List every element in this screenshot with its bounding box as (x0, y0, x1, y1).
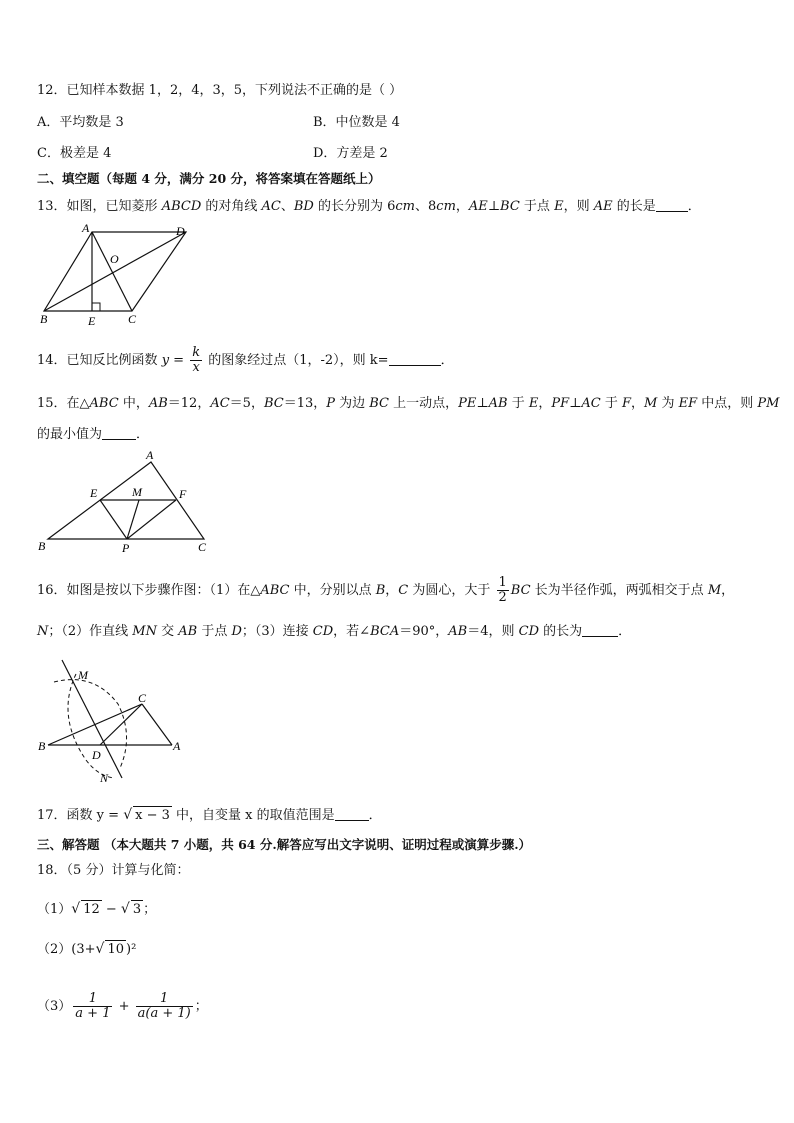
q16-label-d: D (92, 748, 101, 762)
q16-label-b: B (38, 739, 46, 753)
q15-label-p: P (122, 541, 130, 555)
q13-answer-blank[interactable] (656, 199, 688, 212)
q15-label-c: C (198, 540, 207, 554)
q17-stem: 17．函数 y = √ x − 3 中，自变量 x 的取值范围是 ． (37, 807, 382, 823)
q13-label-c: C (128, 312, 137, 326)
q13-rhombus-diagram (36, 222, 196, 328)
q15-stem-line1: 15．在△ABC 中，AB＝12，AC＝5，BC＝13，P 为边 BC 上一动点，PE⊥AB 于 E，PF⊥AC 于 F，M 为 EF 中点，则 PM (37, 396, 780, 411)
q15-label-b: B (38, 539, 46, 553)
section3-heading: 三、解答题 （本大题共 7 小题，共 64 分.解答应写出文字说明、证明过程或演算步骤.） (37, 837, 532, 852)
section2-heading: 二、填空题（每题 4 分，满分 20 分，将答案填在答题纸上） (37, 171, 381, 186)
q13-label-e: E (88, 314, 96, 328)
q13-stem: 13．如图，已知菱形 ABCD 的对角线 AC、BD 的长分别为 6cm、8cm，AE⊥BC 于点 E，则 AE 的长是 ． (37, 199, 701, 214)
q13-label-d: D (176, 224, 185, 238)
q15-label-f: F (179, 487, 187, 501)
q12-option-a: A．平均数是 3 (37, 115, 124, 130)
q18-stem: 18．（5 分）计算与化简： (37, 863, 190, 878)
q16-construction-diagram (34, 656, 194, 786)
q15-triangle-diagram (34, 446, 220, 558)
q16-stem-line2: N；（2）作直线 MN 交 AB 于点 D；（3）连接 CD，若∠BCA＝90°，AB＝4，则 CD 的长为 ． (37, 624, 632, 639)
q14-stem: 14．已知反比例函数 y = $\frac{k}{x}$ 的图象经过点（1，-2），则 k= ． (37, 345, 454, 375)
q16-label-c: C (138, 691, 147, 705)
q16-label-a: A (173, 739, 181, 753)
q13-label-o: O (110, 252, 119, 266)
q18-part1: （1）√ 12 − √ 3 ； (37, 901, 157, 917)
q16-label-n: N (100, 771, 109, 785)
q15-stem-line2: 的最小值为 ． (37, 427, 150, 442)
q12-stem: 12．已知样本数据 1，2，4，3，5，下列说法不正确的是（ ） (37, 83, 403, 98)
q15-label-e: E (90, 486, 98, 500)
q18-part3: （3） $\frac{1}{a + 1}$ + $\frac{1}{a(a + 1)}$ ； (37, 991, 208, 1021)
q16-answer-blank[interactable] (582, 624, 618, 637)
q15-label-m: M (132, 485, 142, 499)
q13-label-a: A (82, 222, 90, 235)
q12-option-c: C．极差是 4 (37, 146, 112, 161)
q12-option-b: B．中位数是 4 (313, 115, 400, 130)
q17-answer-blank[interactable] (335, 808, 369, 821)
q16-stem-line1: 16．如图是按以下步骤作图：（1）在△ABC 中，分别以点 B，C 为圆心，大于 $\frac{1}{2}$ BC 长为半径作弧，两弧相交于点 M， (37, 575, 735, 605)
q18-part2: （2）(3+√ 10 )² (37, 941, 137, 957)
q15-label-a: A (146, 448, 154, 462)
q14-answer-blank[interactable] (389, 353, 441, 366)
q15-answer-blank[interactable] (102, 427, 136, 440)
q13-label-b: B (40, 312, 48, 326)
q12-option-d: D．方差是 2 (313, 146, 388, 161)
q16-label-m: M (78, 668, 88, 682)
